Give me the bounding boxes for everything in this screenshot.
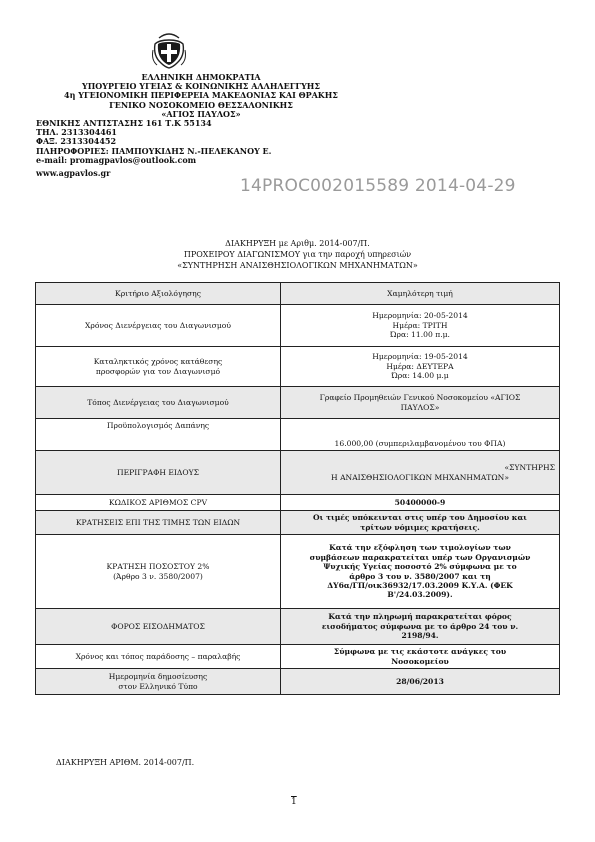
- row-value: Ημερομηνία: 20-05-2014 Ημέρα: ΤΡΙΤΗ Ώρα: 11.00 π.μ.: [281, 305, 560, 347]
- table-row: [36, 347, 560, 387]
- ada-watermark: 14PROC002015589 2014-04-29: [240, 176, 516, 196]
- row-value: Γραφείο Προμηθειών Γενικού Νοσοκομείου «ΑΓΙΟΣ ΠΑΥΛΟΣ»: [281, 387, 560, 419]
- header-line: «ΑΓΙΟΣ ΠΑΥΛΟΣ»: [161, 108, 241, 119]
- row-key: ΠΕΡΙΓΡΑΦΗ ΕΙΔΟΥΣ: [36, 451, 281, 495]
- row-key: ΚΩΔΙΚΟΣ ΑΡΙΘΜΟΣ CPV: [36, 495, 281, 511]
- table-row: [36, 419, 560, 451]
- header-cell: Κριτήριο Αξιολόγησης: [36, 283, 281, 305]
- row-value: Ημερομηνία: 19-05-2014 Ημέρα: ΔΕΥΤΕΡΑ Ώρα: 14.00 μ.μ: [281, 347, 560, 387]
- header-cell: Χαμηλότερη τιμή: [281, 283, 560, 305]
- greek-coat-of-arms-icon: [149, 30, 189, 70]
- row-key: Ημερομηνία δημοσίευσης στον Ελληνικό Τύπο: [36, 669, 281, 695]
- email-line: e-mail: promagpavlos@outlook.com: [36, 154, 197, 165]
- row-value: Κατά την πληρωμή παρακρατείται φόρος εισοδήματος σύμφωνα με το άρθρο 24 του ν. 2198/94.: [281, 609, 560, 645]
- footer-reference: ΔΙΑΚΗΡΥΞΗ ΑΡΙΘΜ. 2014-007/Π.: [56, 758, 195, 767]
- fax-line: ΦΑΞ. 2313304452: [36, 136, 117, 147]
- row-value: 50400000-9: [281, 495, 560, 511]
- row-key: Χρόνος και τόπος παράδοσης – παραλαβής: [36, 645, 281, 669]
- tender-spec-table: [35, 282, 560, 695]
- header-line: ΕΛΛΗΝΙΚΗ ΔΗΜΟΚΡΑΤΙΑ: [141, 72, 261, 82]
- page-number: 1: [291, 797, 297, 807]
- table-row: [36, 305, 560, 347]
- row-value: Σύμφωνα με τις εκάστοτε ανάγκες του Νοσοκομείου: [281, 645, 560, 669]
- row-key: Τόπος Διενέργειας του Διαγωνισμού: [36, 387, 281, 419]
- table-row: [36, 495, 560, 511]
- header-line: ΓΕΝΙΚΟ ΝΟΣΟΚΟΜΕΙΟ ΘΕΣΣΑΛΟΝΙΚΗΣ: [109, 99, 293, 110]
- row-key: ΚΡΑΤΗΣΗ ΠΟΣΟΣΤΟΥ 2% (Άρθρο 3 ν. 3580/2007): [36, 535, 281, 609]
- title-line: «ΣΥΝΤΗΡΗΣΗ ΑΝΑΙΣΘΗΣΙΟΛΟΓΙΚΩΝ ΜΗΧΑΝΗΜΑΤΩΝ»: [177, 261, 418, 270]
- document-titles: [0, 238, 595, 271]
- table-header-row: [36, 283, 560, 305]
- header-line: 4η ΥΓΕΙΟΝΟΜΙΚΗ ΠΕΡΙΦΕΡΕΙΑ ΜΑΚΕΔΟΝΙΑΣ ΚΑΙ ΘΡΑΚΗΣ: [64, 90, 338, 101]
- row-key: Χρόνος Διενέργειας του Διαγωνισμού: [36, 305, 281, 347]
- phone-line: ΤΗΛ. 2313304461: [36, 127, 117, 138]
- row-value: 28/06/2013: [281, 669, 560, 695]
- row-key: Προϋπολογισμός Δαπάνης: [36, 419, 281, 451]
- table-row: [36, 609, 560, 645]
- row-value: Οι τιμές υπόκεινται στις υπέρ του Δημοσίου και τρίτων νόμιμες κρατήσεις.: [281, 511, 560, 535]
- sender-header: [36, 73, 366, 178]
- table-row: [36, 511, 560, 535]
- row-key: ΚΡΑΤΗΣΕΙΣ ΕΠΙ ΤΗΣ ΤΙΜΗΣ ΤΩΝ ΕΙΔΩΝ: [36, 511, 281, 535]
- table-row: [36, 535, 560, 609]
- website-line: www.agpavlos.gr: [36, 168, 111, 179]
- table-row: [36, 645, 560, 669]
- row-key: Καταληκτικός χρόνος κατάθεσης προσφορών για τον Διαγωνισμό: [36, 347, 281, 387]
- row-value: «ΣΥΝΤΗΡΗΣ Η ΑΝΑΙΣΘΗΣΙΟΛΟΓΙΚΩΝ ΜΗΧΑΝΗΜΑΤΩΝ»: [281, 451, 560, 495]
- table-row: [36, 387, 560, 419]
- table-row: [36, 669, 560, 695]
- row-value: 16.000,00 (συμπεριλαμβανομένου του ΦΠΑ): [281, 419, 560, 451]
- title-line: ΠΡΟΧΕΙΡΟΥ ΔΙΑΓΩΝΙΣΜΟΥ για την παροχή υπηρεσιών: [183, 250, 412, 259]
- row-value: Κατά την εξόφληση των τιμολογίων των συμβάσεων παρακρατείται υπέρ των Οργανισμών Ψυχικής Υγείας ποσοστό 2% σύμφωνα με το άρθρο 3 του ν. 3580/2007 και τη ΔΥ6α/ΓΠ/οικ36932/17.03.2009 Κ.Υ.Α. (ΦΕΚ Β'/24.03.2009).: [281, 535, 560, 609]
- row-key: ΦΟΡΟΣ ΕΙΣΟΔΗΜΑΤΟΣ: [36, 609, 281, 645]
- title-line: ΔΙΑΚΗΡΥΞΗ με Αριθμ. 2014-007/Π.: [225, 239, 370, 248]
- header-line: ΥΠΟΥΡΓΕΙΟ ΥΓΕΙΑΣ & ΚΟΙΝΩΝΙΚΗΣ ΑΛΛΗΛΕΓΓΥΗΣ: [82, 81, 320, 92]
- contact-line: ΠΛΗΡΟΦΟΡΙΕΣ: ΠΑΜΠΟΥΚΙΔΗΣ Ν.-ΠΕΛΕΚΑΝΟΥ Ε.: [36, 145, 272, 156]
- address-line: ΕΘΝΙΚΗΣ ΑΝΤΙΣΤΑΣΗΣ 161 Τ.Κ 55134: [36, 118, 212, 129]
- table-row: [36, 451, 560, 495]
